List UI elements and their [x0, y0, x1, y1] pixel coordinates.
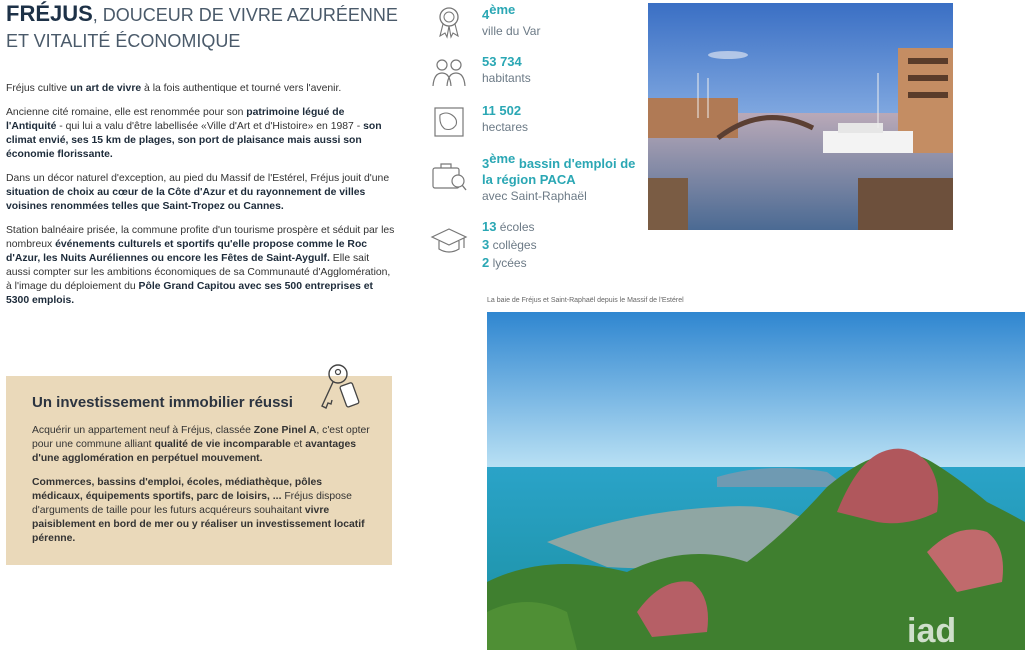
- area-label: hectares: [482, 120, 529, 134]
- investment-title: Un investissement immobilier réussi: [32, 394, 293, 411]
- population-label: habitants: [482, 71, 531, 85]
- area-value: 11 502: [482, 103, 522, 118]
- text-run-bold: qualité de vie incomparable: [154, 439, 291, 450]
- keys-icon: [316, 362, 366, 414]
- employment-sub: avec Saint-Raphaël: [482, 189, 587, 203]
- text-run: à la fois authentique et tourné vers l'avenir.: [141, 83, 342, 94]
- employment-sup: ème: [489, 151, 516, 166]
- text-run: - qui lui a valu d'être labellisée «Ville d'Art et d'Histoire» en 1987 -: [56, 121, 364, 132]
- intro-text: [6, 82, 396, 318]
- population-value: 53 734: [482, 54, 522, 69]
- title-line2: ET VITALITÉ ÉCONOMIQUE: [6, 31, 241, 51]
- text-run-bold: situation de choix au cœur de la Côte d'Azur et du rayonnement de villes voisines renommées telles que Saint-Tropez ou Cannes.: [6, 187, 366, 212]
- map-area-icon: [430, 103, 468, 141]
- text-run: Station balnéaire prisée, la commune profite d'un tourisme prospère et séduit par les nombreux: [6, 225, 395, 250]
- page-title: [6, 2, 406, 53]
- medal-icon: [430, 2, 468, 40]
- investment-text: [32, 424, 372, 556]
- text-run-bold: Pôle Grand Capitou avec ses 500 entreprises et 5300 emplois.: [6, 281, 374, 306]
- title-city: FRÉJUS: [6, 1, 93, 26]
- text-run-bold: avantages d'une agglomération en perpétuel mouvement.: [32, 439, 357, 464]
- schools-count: 13: [482, 219, 497, 234]
- text-run-bold: patrimoine légué de l'Antiquité: [6, 107, 345, 132]
- rank-value: 4: [482, 7, 490, 22]
- text-run: et: [290, 439, 306, 450]
- employment-rank: 3: [482, 156, 490, 171]
- graduation-cap-icon: [430, 222, 468, 260]
- investment-paragraph-2: [32, 476, 372, 546]
- esterel-photo: [487, 312, 1025, 650]
- intro-paragraph-2: [6, 106, 396, 162]
- employment-title: bassin d'emploi de la région PACA: [482, 156, 636, 187]
- text-run-bold: Zone Pinel A: [253, 425, 317, 436]
- rank-sup: ème: [489, 2, 516, 17]
- investment-paragraph-1: [32, 424, 372, 466]
- text-run-bold: son climat envié, ses 15 km de plages, son port de plaisance mais aussi son économie florissante.: [6, 121, 382, 160]
- text-run-bold: événements culturels et sportifs qu'elle propose comme le Roc d'Azur, les Nuits Auréliennes ou encore les Fêtes de Saint-Aygulf.: [6, 239, 368, 264]
- text-run: Elle sait aussi compter sur les ambitions économiques de sa Communauté d'Agglomération, à l'image du déploiement du: [6, 253, 391, 292]
- colleges-label: collèges: [489, 238, 537, 252]
- text-run: Fréjus cultive: [6, 83, 71, 94]
- photo-caption: La baie de Fréjus et Saint-Raphaël depuis le Massif de l'Estérel: [487, 297, 684, 304]
- text-run: Ancienne cité romaine, elle est renommée pour son: [6, 107, 247, 118]
- people-icon: [430, 54, 468, 92]
- text-run-bold: Commerces, bassins d'emploi, écoles, médiathèque, pôles médicaux, équipements sportifs, parc de loisirs, ...: [32, 477, 323, 502]
- lycees-label: lycées: [489, 256, 527, 270]
- title-rest: , DOUCEUR DE VIVRE AZURÉENNE: [92, 5, 398, 25]
- briefcase-search-icon: [430, 157, 468, 195]
- iad-watermark: iad: [907, 612, 957, 650]
- intro-paragraph-4: [6, 224, 396, 308]
- lycees-count: 2: [482, 255, 490, 270]
- text-run: Fréjus dispose d'arguments de taille pour les futurs acquéreurs souhaitant: [32, 491, 352, 516]
- marina-photo: [648, 3, 953, 230]
- rank-label: ville du Var: [482, 24, 541, 38]
- text-run: , c'est opter pour une commune alliant: [32, 425, 370, 450]
- text-run: Dans un décor naturel d'exception, au pied du Massif de l'Estérel, Fréjus jouit d'une: [6, 173, 390, 184]
- intro-paragraph-3: [6, 172, 396, 214]
- intro-paragraph-1: [6, 82, 396, 96]
- colleges-count: 3: [482, 237, 490, 252]
- text-run: Acquérir un appartement neuf à Fréjus, classée: [32, 425, 254, 436]
- investment-box: [6, 376, 392, 565]
- schools-label: écoles: [496, 220, 535, 234]
- text-run-bold: vivre paisiblement en bord de mer ou y réaliser un investissement locatif pérenne.: [32, 505, 365, 544]
- text-run-bold: un art de vivre: [70, 83, 142, 94]
